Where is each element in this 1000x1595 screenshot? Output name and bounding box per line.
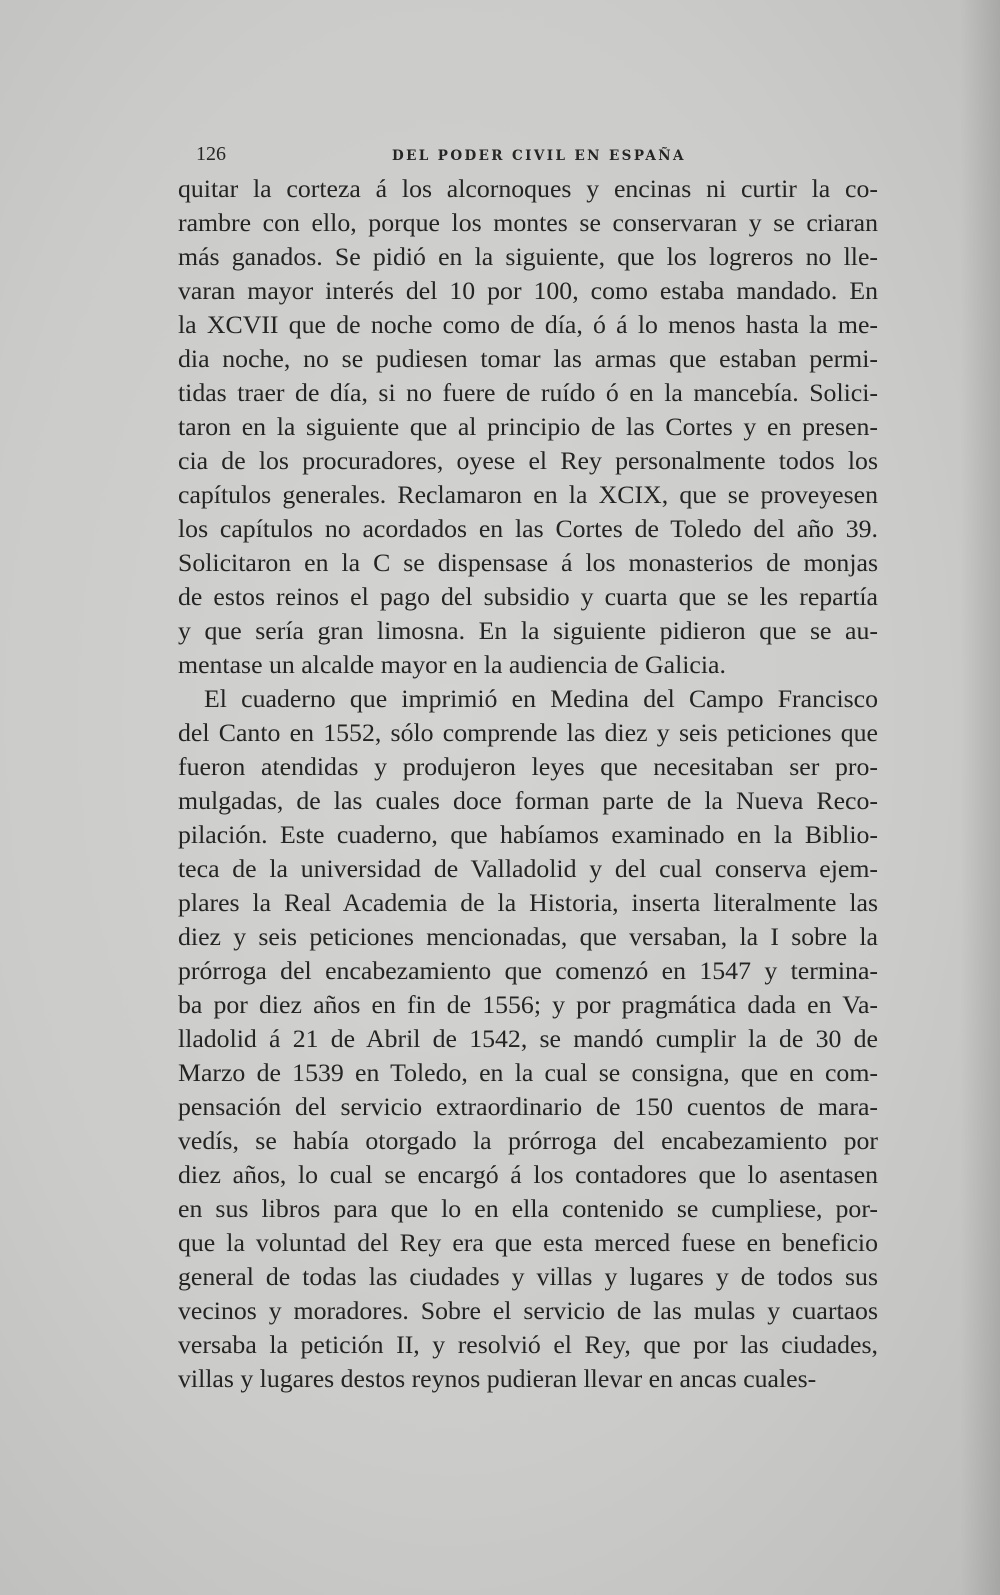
text-line: tidas traer de día, si no fuere de ruído ó en la mancebía. Solici- (178, 378, 878, 407)
text-line: Marzo de 1539 en Toledo, en la cual se consigna, que en com- (178, 1058, 878, 1087)
paragraph-2 (178, 682, 878, 1396)
running-title: DEL PODER CIVIL EN ESPAÑA (392, 148, 686, 164)
text-line: la XCVII que de noche como de día, ó á lo menos hasta la me- (178, 310, 878, 339)
text-line: mentase un alcalde mayor en la audiencia de Galicia. (178, 650, 726, 679)
text-line: prórroga del encabezamiento que comenzó en 1547 y termina- (178, 956, 878, 985)
text-line: de estos reinos el pago del subsidio y cuarta que se les repartía (178, 582, 878, 611)
text-line: general de todas las ciudades y villas y lugares y de todos sus (178, 1262, 878, 1291)
text-line: El cuaderno que imprimió en Medina del Campo Francisco (204, 684, 878, 713)
text-line: versaba la petición II, y resolvió el Rey, que por las ciudades, (178, 1330, 878, 1359)
text-line: vedís, se había otorgado la prórroga del encabezamiento por (178, 1126, 878, 1155)
text-line: fueron atendidas y produjeron leyes que necesitaban ser pro- (178, 752, 878, 781)
text-line: Solicitaron en la C se dispensase á los monasterios de monjas (178, 548, 878, 577)
text-line: dia noche, no se pudiesen tomar las armas que estaban permi- (178, 344, 878, 373)
page-header (178, 140, 878, 170)
page-edge-shadow (960, 0, 1000, 1595)
text-line: villas y lugares destos reynos pudieran llevar en ancas cuales- (178, 1364, 817, 1393)
text-line: teca de la universidad de Valladolid y del cual conserva ejem- (178, 854, 878, 883)
text-line: pilación. Este cuaderno, que habíamos examinado en la Biblio- (178, 820, 878, 849)
text-line: en sus libros para que lo en ella contenido se cumpliese, por- (178, 1194, 878, 1223)
text-line: varan mayor interés del 10 por 100, como estaba mandado. En (178, 276, 878, 305)
text-line: cia de los procuradores, oyese el Rey personalmente todos los (178, 446, 878, 475)
text-line: diez años, lo cual se encargó á los contadores que lo asentasen (178, 1160, 878, 1189)
text-line: rambre con ello, porque los montes se conservaran y se criaran (178, 208, 878, 237)
body-text (178, 172, 878, 1396)
text-line: lladolid á 21 de Abril de 1542, se mandó cumplir la de 30 de (178, 1024, 878, 1053)
page-number: 126 (196, 143, 226, 165)
text-line: mulgadas, de las cuales doce forman parte de la Nueva Reco- (178, 786, 878, 815)
text-line: ba por diez años en fin de 1556; y por pragmática dada en Va- (178, 990, 878, 1019)
text-line: que la voluntad del Rey era que esta merced fuese en beneficio (178, 1228, 878, 1257)
text-line: quitar la corteza á los alcornoques y encinas ni curtir la co- (178, 174, 878, 203)
text-line: y que sería gran limosna. En la siguiente pidieron que se au- (178, 616, 878, 645)
text-line: los capítulos no acordados en las Cortes de Toledo del año 39. (178, 514, 878, 543)
text-line: diez y seis peticiones mencionadas, que versaban, la I sobre la (178, 922, 878, 951)
text-line: del Canto en 1552, sólo comprende las diez y seis peticiones que (178, 718, 878, 747)
paragraph-1 (178, 172, 878, 682)
text-line: vecinos y moradores. Sobre el servicio de las mulas y cuartaos (178, 1296, 878, 1325)
text-line: plares la Real Academia de la Historia, inserta literalmente las (178, 888, 878, 917)
text-line: taron en la siguiente que al principio de las Cortes y en presen- (178, 412, 878, 441)
text-line: más ganados. Se pidió en la siguiente, que los logreros no lle- (178, 242, 878, 271)
text-line: capítulos generales. Reclamaron en la XCIX, que se proveyesen (178, 480, 878, 509)
text-line: pensación del servicio extraordinario de 150 cuentos de mara- (178, 1092, 878, 1121)
